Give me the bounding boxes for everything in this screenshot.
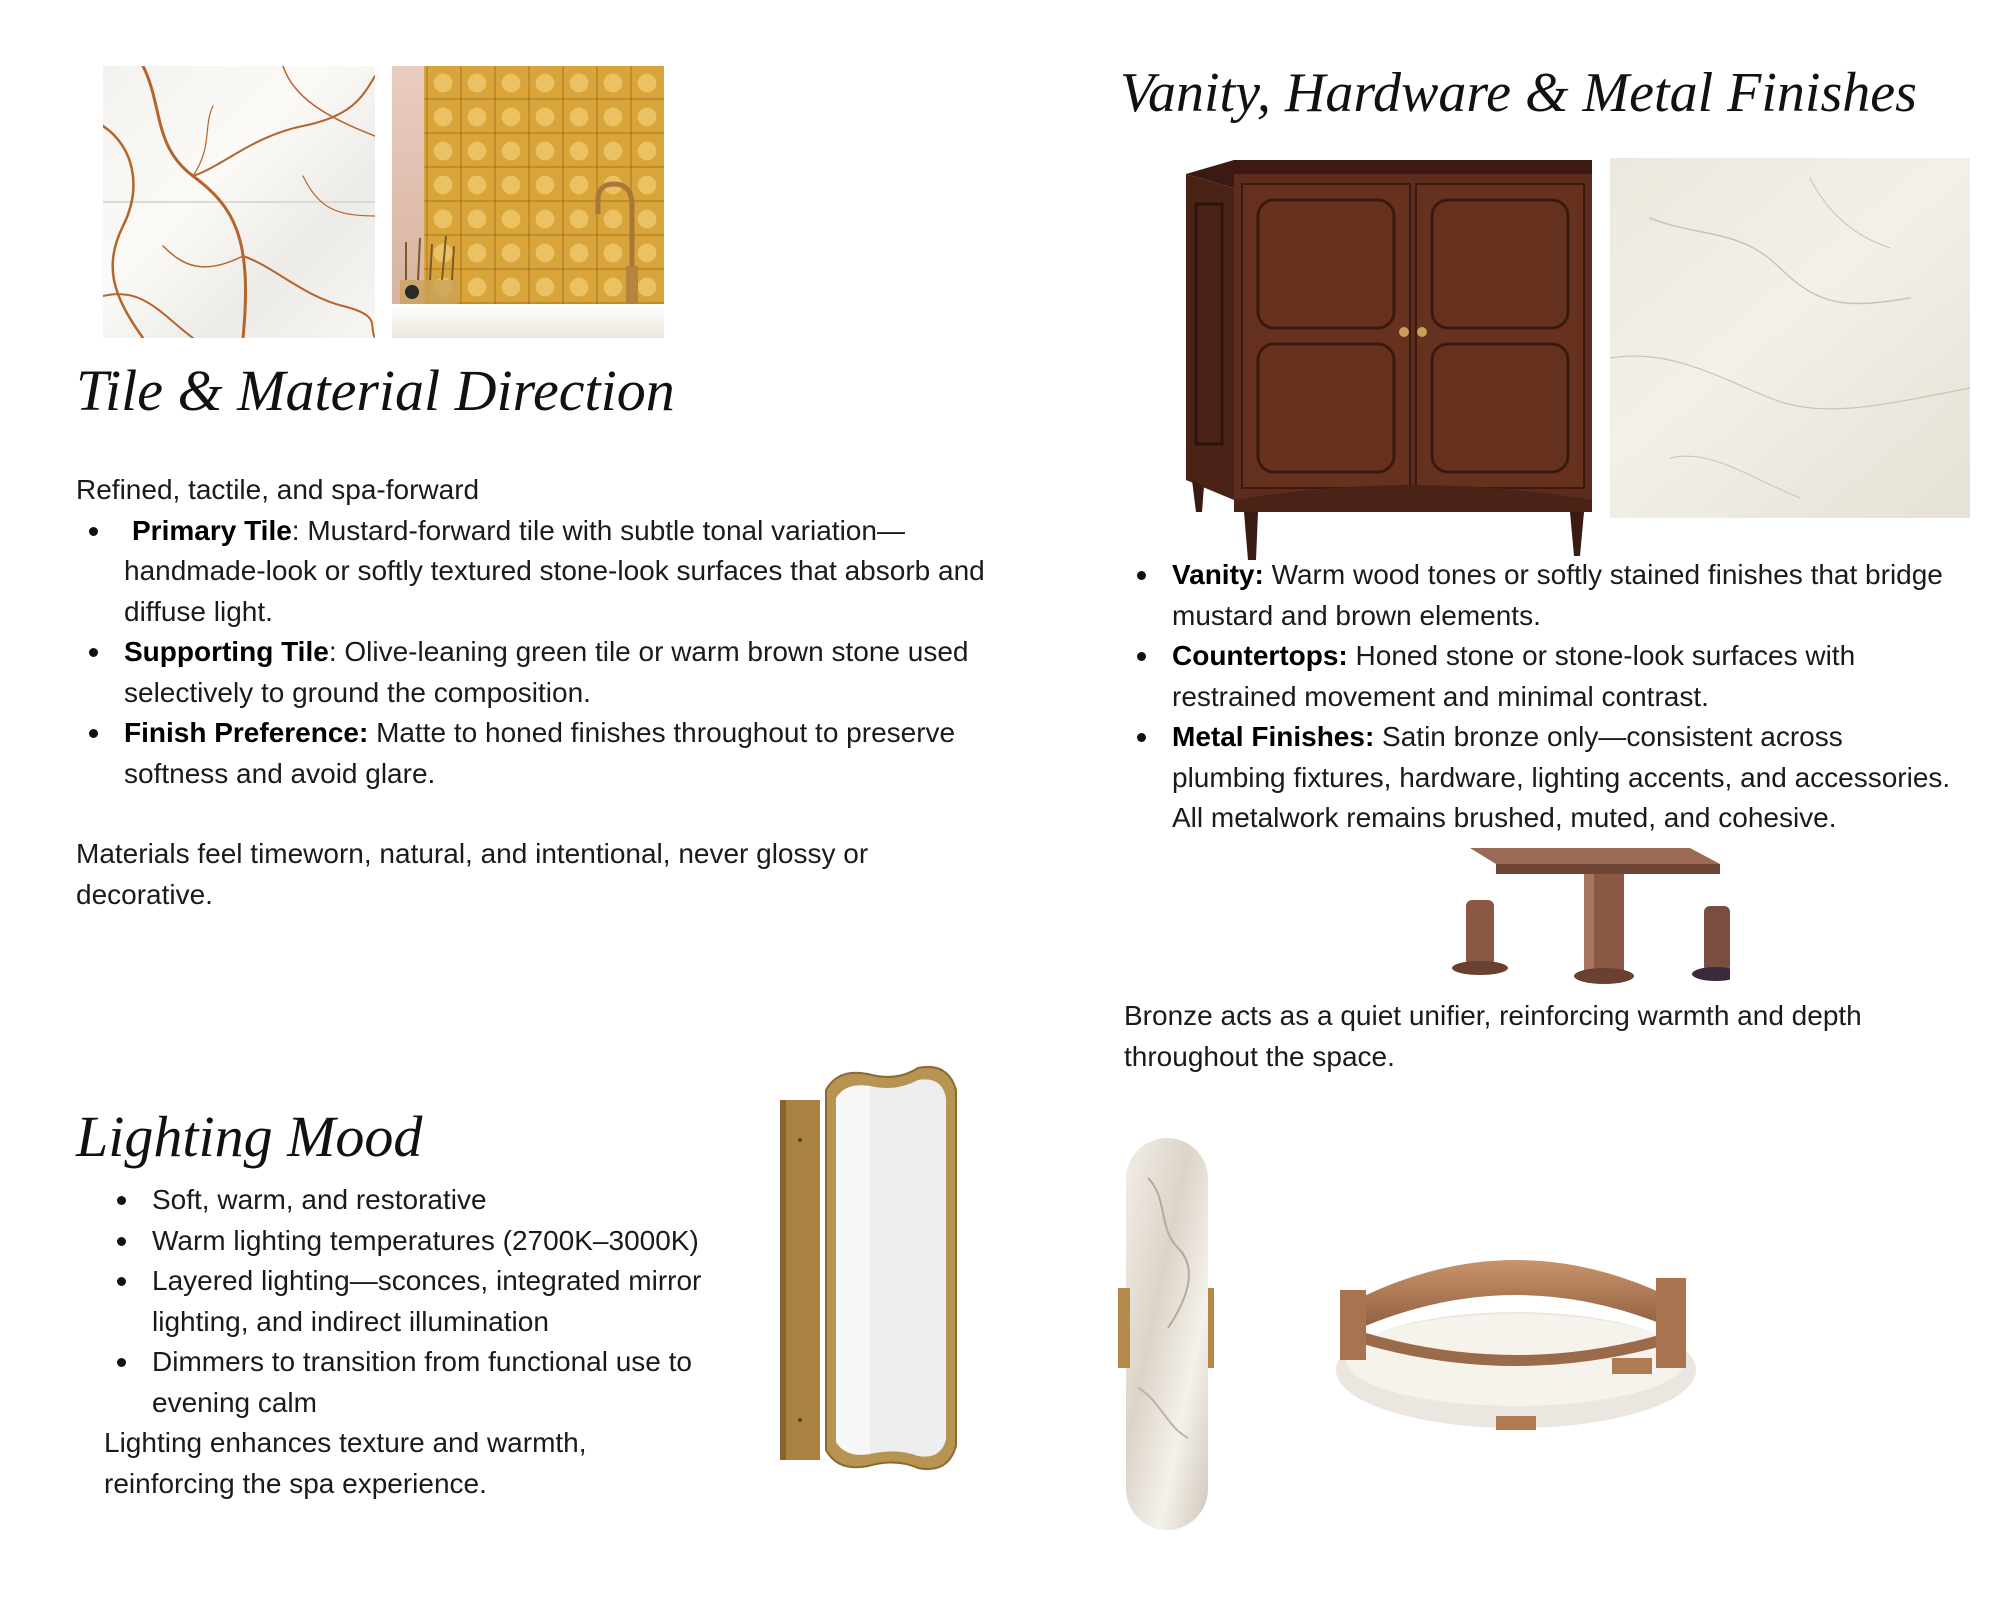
list-item-text: Matte to honed finishes throughout to preserve softness and avoid glare. <box>124 717 956 789</box>
lighting-closing: Lighting enhances texture and warmth, reinforcing the spa experience. <box>104 1427 587 1499</box>
tile-intro: Refined, tactile, and spa-forward <box>76 474 480 505</box>
flush-mount-light-image <box>1326 1230 1706 1440</box>
bronze-faucet-image <box>1450 838 1730 988</box>
list-item-lead: Supporting Tile <box>124 636 329 667</box>
list-item: Supporting Tile: Olive-leaning green tile or warm brown stone used selectively to ground the composition. <box>76 632 996 713</box>
vanity-closing: Bronze acts as a quiet unifier, reinforcing warmth and depth throughout the space. <box>1124 1000 1862 1072</box>
list-item-lead: Finish Preference: <box>124 717 369 748</box>
list-item-text: Satin bronze only—consistent across plumbing fixtures, hardware, lighting accents, and accessories. All metalwork remains brushed, muted, and cohesive. <box>1172 721 1951 833</box>
list-item <box>1124 555 1960 636</box>
list-item: Soft, warm, and restorative <box>104 1180 754 1221</box>
list-item <box>1124 717 1960 839</box>
list-item <box>76 713 996 794</box>
list-item-text: Honed stone or stone-look surfaces with restrained movement and minimal contrast. <box>1172 640 1856 712</box>
list-item-lead: Countertops: <box>1172 640 1348 671</box>
tile-closing: Materials feel timeworn, natural, and intentional, never glossy or decorative. <box>76 838 869 910</box>
list-item <box>1124 636 1960 717</box>
list-item-text: Mustard-forward tile with subtle tonal variation—handmade-look or softly textured stone-look surfaces that absorb and diffuse light. <box>124 514 985 627</box>
alabaster-sconce-image <box>1118 1138 1218 1530</box>
list-item-text: Warm wood tones or softly stained finishes that bridge mustard and brown elements. <box>1172 559 1943 631</box>
vanity-cabinet-image <box>1186 160 1596 560</box>
list-item-lead: Metal Finishes: <box>1172 721 1375 752</box>
marble-tile-image <box>103 66 375 338</box>
list-item-text: Olive-leaning green tile or warm brown stone used selectively to ground the composition. <box>124 636 969 708</box>
tile-section-title: Tile & Material Direction <box>76 358 675 423</box>
mustard-tile-image <box>392 66 664 338</box>
tile-list <box>76 511 996 795</box>
vanity-section-body <box>1124 555 1960 839</box>
lighting-section-title: Lighting Mood <box>76 1104 423 1169</box>
quartz-countertop-image <box>1610 158 1970 518</box>
list-item: Dimmers to transition from functional use to evening calm <box>104 1342 754 1423</box>
lighting-section-body <box>104 1180 754 1423</box>
vanity-section-title: Vanity, Hardware & Metal Finishes <box>1120 62 1917 124</box>
lighting-list <box>104 1180 754 1423</box>
list-item: Warm lighting temperatures (2700K–3000K) <box>104 1221 754 1262</box>
list-item-lead: Primary Tile <box>132 514 292 546</box>
tile-section-body <box>76 470 996 915</box>
list-item-lead: Vanity: <box>1172 559 1264 590</box>
list-item: Primary Tile: Mustard-forward tile with subtle tonal variation—handmade-look or softly textured stone-look surfaces that absorb and diffuse light. <box>76 511 996 633</box>
vanity-list <box>1124 555 1960 839</box>
mirror-cabinet-image <box>778 1060 964 1480</box>
list-item: Layered lighting—sconces, integrated mirror lighting, and indirect illumination <box>104 1261 754 1342</box>
